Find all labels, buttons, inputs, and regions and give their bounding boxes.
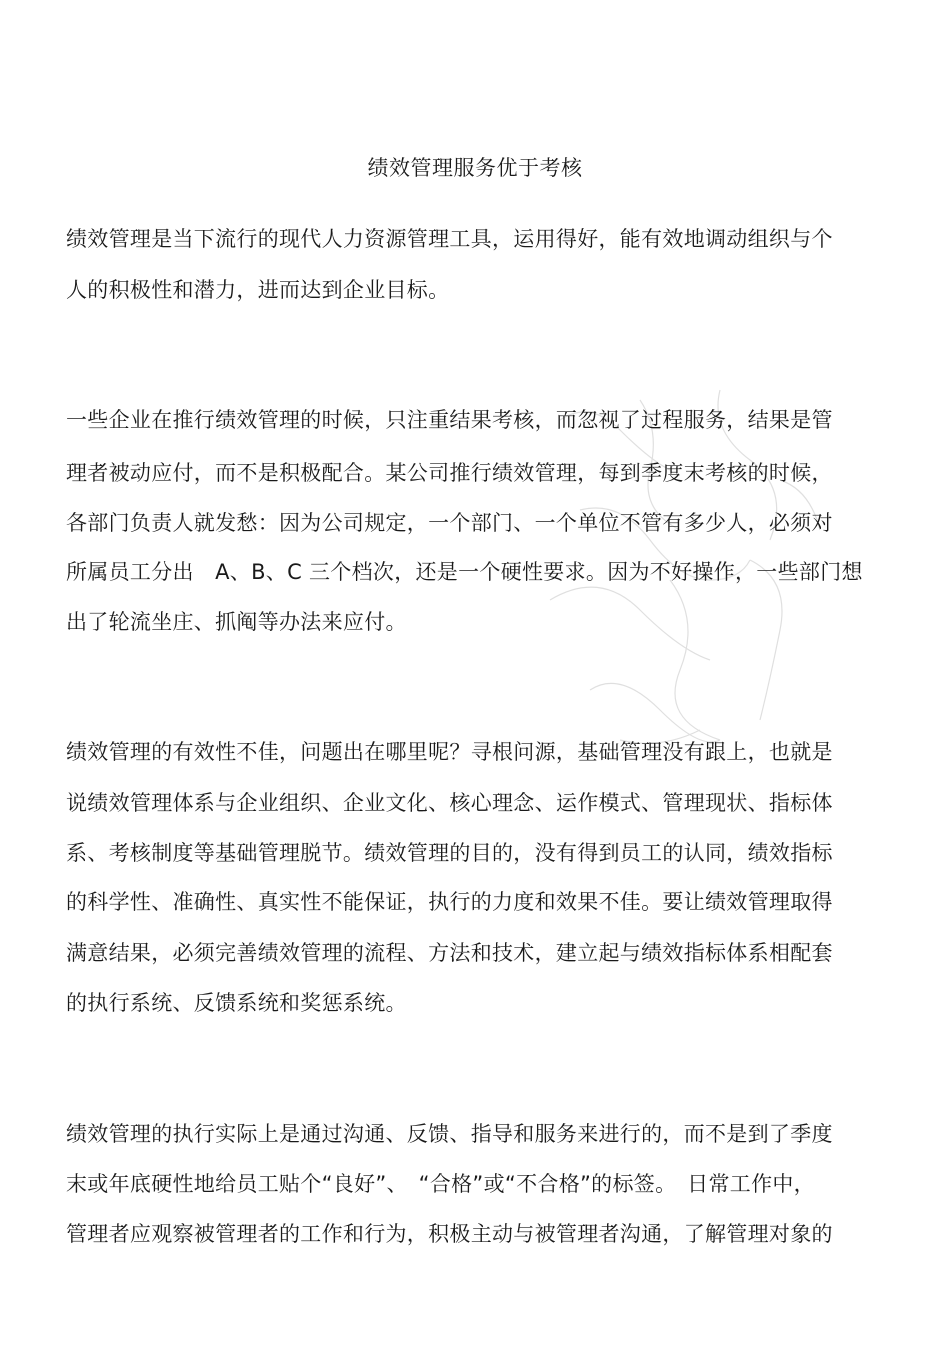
paragraph-line: 的执行系统、反馈系统和奖惩系统。 — [66, 991, 407, 1015]
paragraph-line: 理者被动应付，而不是积极配合。某公司推行绩效管理，每到季度末考核的时候， — [66, 461, 833, 485]
paragraph-line: 出了轮流坐庄、抓阄等办法来应付。 — [66, 610, 407, 634]
paragraph-line: 绩效管理的执行实际上是通过沟通、反馈、指导和服务来进行的，而不是到了季度 — [66, 1122, 833, 1146]
paragraph-line: 一些企业在推行绩效管理的时候，只注重结果考核，而忽视了过程服务，结果是管 — [66, 408, 833, 432]
paragraph-line: 各部门负责人就发愁：因为公司规定，一个部门、一个单位不管有多少人，必须对 — [66, 511, 833, 535]
paragraph-line: 绩效管理的有效性不佳，问题出在哪里呢？寻根问源，基础管理没有跟上，也就是 — [66, 740, 833, 764]
paragraph-line: 末或年底硬性地给员工贴个“良好”、 “合格”或“不合格”的标签。 日常工作中， — [66, 1172, 815, 1196]
paragraph-line: 绩效管理是当下流行的现代人力资源管理工具，运用得好，能有效地调动组织与个 — [66, 227, 833, 251]
paragraph-line: 的科学性、准确性、真实性不能保证，执行的力度和效果不佳。要让绩效管理取得 — [66, 890, 833, 914]
paragraph-line: 系、考核制度等基础管理脱节。绩效管理的目的，没有得到员工的认同，绩效指标 — [66, 841, 833, 865]
document-title: 绩效管理服务优于考核 — [367, 156, 583, 180]
paragraph-line: 人的积极性和潜力，进而达到企业目标。 — [66, 278, 450, 302]
paragraph-line: 说绩效管理体系与企业组织、企业文化、核心理念、运作模式、管理现状、指标体 — [66, 791, 833, 815]
paragraph-line: 满意结果，必须完善绩效管理的流程、方法和技术，建立起与绩效指标体系相配套 — [66, 941, 833, 965]
paragraph-line: 管理者应观察被管理者的工作和行为，积极主动与被管理者沟通，了解管理对象的 — [66, 1222, 833, 1246]
paragraph-line: 所属员工分出 A、B、C 三个档次，还是一个硬性要求。因为不好操作，一些部门想 — [66, 560, 863, 584]
